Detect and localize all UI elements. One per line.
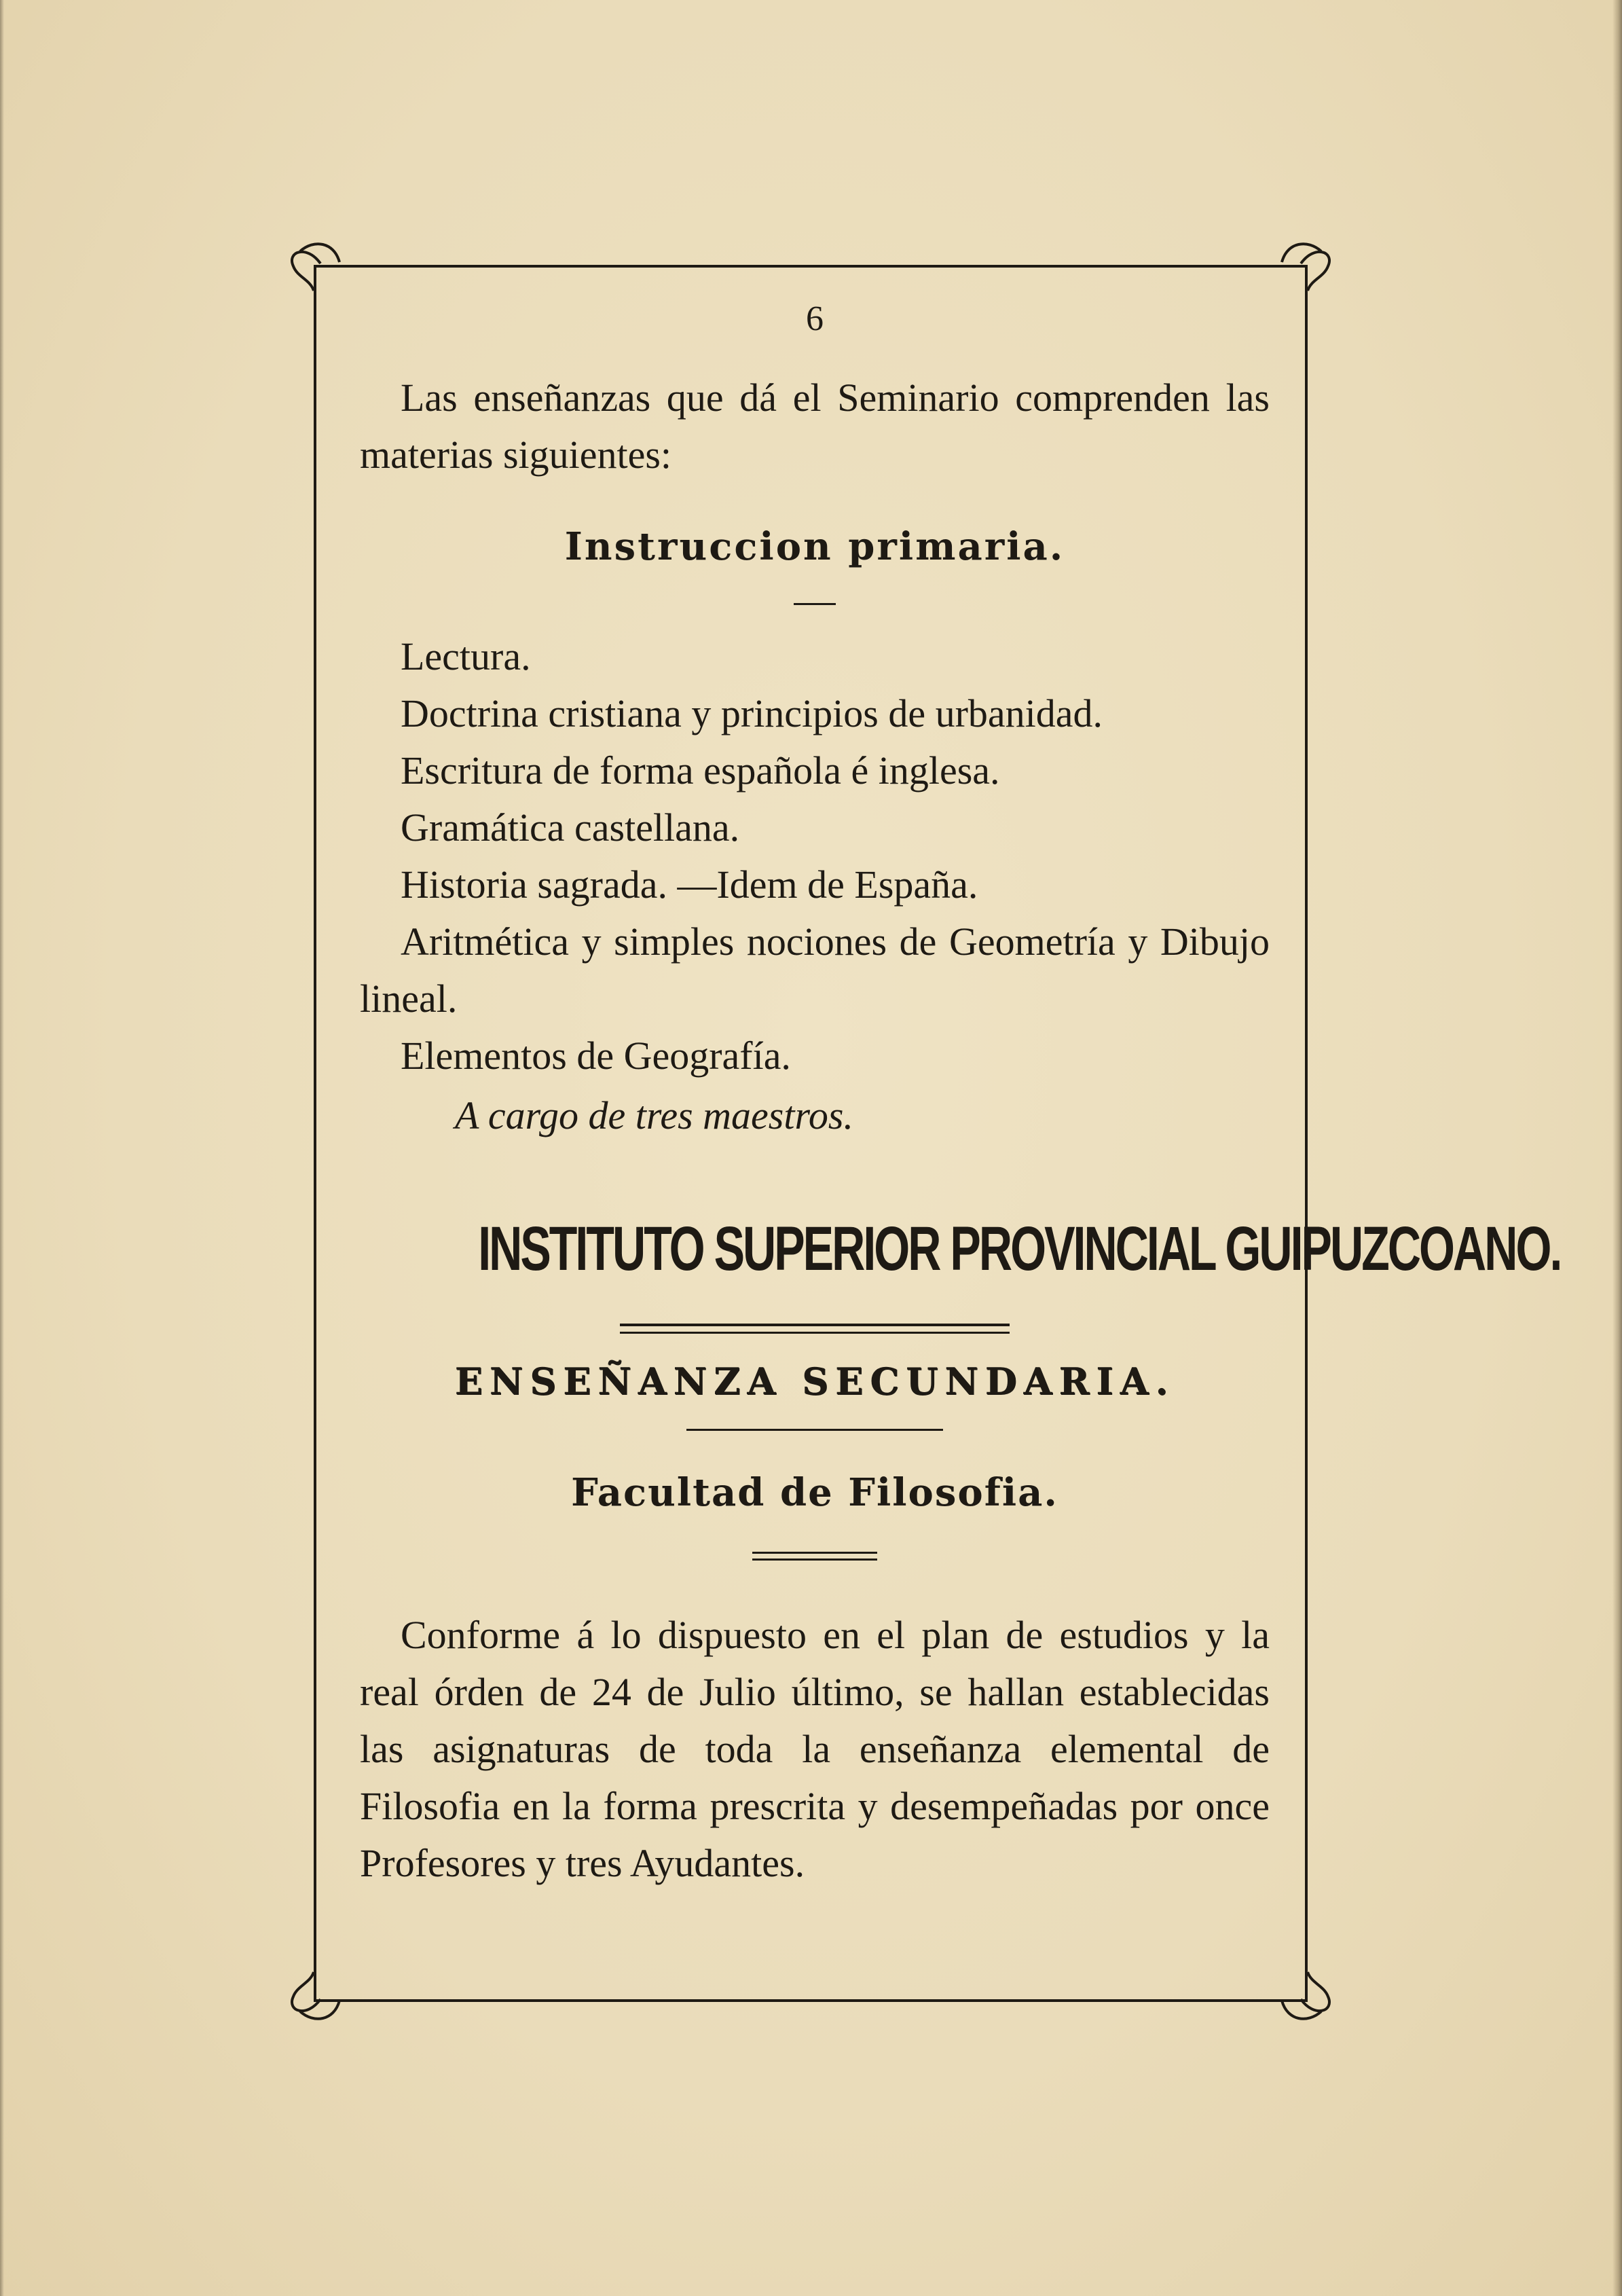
list-item: Gramática castellana.: [401, 805, 740, 850]
institute-title: INSTITUTO SUPERIOR PROVINCIAL GUIPUZCOANO.: [478, 1214, 1561, 1283]
corner-ornament-top-left: [280, 231, 341, 292]
primary-instruction-heading: Instruccion primaria.: [564, 524, 1065, 569]
list-item: Doctrina cristiana y principios de urbanidad.: [401, 691, 1103, 735]
corner-ornament-top-right: [1280, 231, 1342, 292]
list-item: Aritmética y simples nociones de Geometría y Dibujo lineal.: [360, 919, 1270, 1021]
double-divider: [620, 1324, 1010, 1334]
corner-ornament-bottom-right: [1280, 1971, 1342, 2032]
faculty-heading: Facultad de Filosofia.: [571, 1470, 1058, 1515]
list-item: Historia sagrada. —Idem de España.: [401, 862, 978, 907]
list-item: Escritura de forma española é inglesa.: [401, 748, 1000, 792]
page-edge-left: [0, 0, 4, 2296]
list-item: Lectura.: [401, 634, 531, 678]
teachers-note: A cargo de tres maestros.: [455, 1093, 853, 1137]
corner-ornament-bottom-left: [280, 1971, 341, 2032]
secondary-education-heading: ENSEÑANZA SECUNDARIA.: [454, 1360, 1175, 1403]
small-double-divider: [752, 1552, 877, 1561]
intro-paragraph: Las enseñanzas que dá el Seminario comprenden las materias siguientes:: [360, 376, 1270, 477]
faculty-paragraph: Conforme á lo dispuesto en el plan de estudios y la real órden de 24 de Julio último, se hallan establecidas las asignaturas de toda la enseñanza elemental de Filosofia en la forma prescrita y desempeñadas por once Profesores y tres Ayudantes.: [360, 1613, 1270, 1885]
page-number: 6: [806, 299, 824, 338]
page-edge-right: [1612, 0, 1622, 2296]
divider: [686, 1429, 943, 1431]
page-content: [360, 299, 1561, 1892]
short-divider: [794, 603, 836, 605]
list-item: Elementos de Geografía.: [401, 1034, 791, 1078]
primary-subjects-list: [360, 628, 1270, 1085]
